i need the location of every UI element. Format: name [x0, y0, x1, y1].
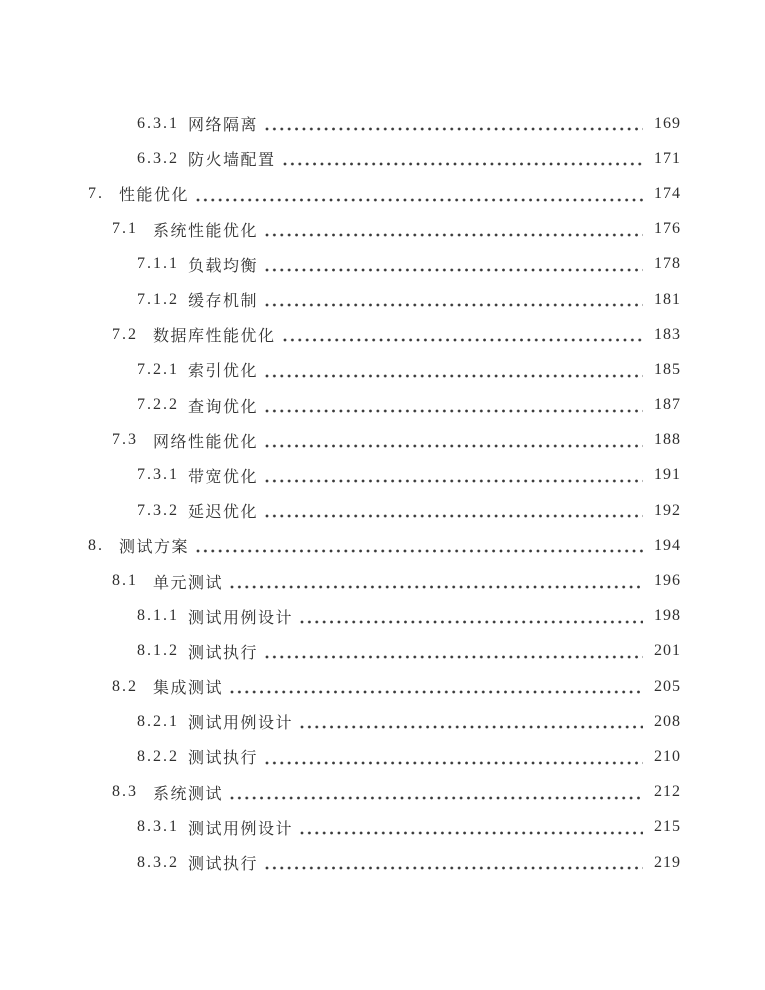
toc-entry: [0, 634, 765, 669]
toc-entry-page: 181: [654, 290, 681, 308]
toc-entry-number: 8.1.2: [137, 642, 179, 660]
toc-entry-number: 7.3: [112, 431, 138, 449]
toc-entry-title: 延迟优化: [188, 504, 259, 522]
toc-leader-dots: [265, 352, 643, 387]
toc-entry-number: 8.1.1: [137, 607, 179, 625]
toc-entry-title: 集成测试: [153, 680, 224, 698]
toc-entry-number: 7.2.2: [137, 396, 179, 414]
toc-entry-page: 176: [654, 220, 681, 238]
toc-entry-title: 系统测试: [153, 785, 224, 803]
toc-entry-page: 185: [654, 360, 681, 378]
toc-leader-dots: [300, 599, 643, 634]
toc-entry-page: 169: [654, 114, 681, 132]
toc-entry-page: 205: [654, 677, 681, 695]
toc-entry: [0, 388, 765, 423]
toc-entry-title: 测试执行: [188, 856, 259, 874]
toc-entry-title: 带宽优化: [188, 468, 259, 486]
toc-leader-dots: [265, 423, 643, 458]
toc-entry-number: 8.: [88, 536, 104, 554]
toc-leader-dots: [265, 458, 643, 493]
toc-leader-dots: [283, 317, 643, 352]
toc-leader-dots: [265, 212, 643, 247]
toc-entry-number: 8.3.1: [137, 818, 179, 836]
toc-entry-number: 8.2.2: [137, 747, 179, 765]
toc-entry-page: 183: [654, 325, 681, 343]
toc-entry-page: 191: [654, 466, 681, 484]
toc-entry-page: 215: [654, 818, 681, 836]
toc-entry-page: 174: [654, 184, 681, 202]
toc-entry: [0, 493, 765, 528]
toc-entry: [0, 141, 765, 176]
table-of-contents: [0, 106, 765, 880]
toc-leader-dots: [196, 528, 643, 563]
toc-leader-dots: [230, 563, 643, 598]
toc-entry-page: 192: [654, 501, 681, 519]
toc-entry-page: 198: [654, 607, 681, 625]
toc-leader-dots: [300, 810, 643, 845]
toc-leader-dots: [230, 669, 643, 704]
toc-entry: [0, 704, 765, 739]
toc-leader-dots: [265, 493, 643, 528]
toc-entry-number: 7.1: [112, 220, 138, 238]
toc-entry: [0, 352, 765, 387]
toc-entry: [0, 423, 765, 458]
toc-entry-title: 网络隔离: [188, 117, 259, 135]
toc-entry: [0, 845, 765, 880]
toc-entry-number: 7.3.1: [137, 466, 179, 484]
toc-leader-dots: [265, 845, 643, 880]
toc-entry-number: 8.3.2: [137, 853, 179, 871]
toc-entry-title: 测试方案: [119, 539, 190, 557]
toc-leader-dots: [265, 282, 643, 317]
toc-entry-title: 测试用例设计: [188, 609, 294, 627]
toc-entry-title: 负载均衡: [188, 257, 259, 275]
toc-leader-dots: [265, 247, 643, 282]
toc-entry: [0, 775, 765, 810]
toc-entry: [0, 563, 765, 598]
toc-entry-page: 178: [654, 255, 681, 273]
toc-entry-number: 7.1.1: [137, 255, 179, 273]
toc-entry-title: 测试执行: [188, 750, 259, 768]
toc-entry-number: 6.3.2: [137, 149, 179, 167]
toc-entry-title: 系统性能优化: [153, 222, 259, 240]
toc-entry-title: 测试用例设计: [188, 820, 294, 838]
toc-entry-page: 188: [654, 431, 681, 449]
toc-entry: [0, 739, 765, 774]
toc-entry-number: 7.2: [112, 325, 138, 343]
toc-entry: [0, 212, 765, 247]
toc-leader-dots: [265, 634, 643, 669]
toc-leader-dots: [300, 704, 643, 739]
toc-entry-page: 212: [654, 783, 681, 801]
toc-entry: [0, 282, 765, 317]
toc-entry-number: 8.2.1: [137, 712, 179, 730]
toc-entry-title: 测试执行: [188, 644, 259, 662]
toc-entry: [0, 176, 765, 211]
toc-entry-title: 索引优化: [188, 363, 259, 381]
toc-leader-dots: [265, 388, 643, 423]
toc-entry-page: 171: [654, 149, 681, 167]
toc-entry: [0, 810, 765, 845]
toc-leader-dots: [283, 141, 643, 176]
toc-entry-title: 数据库性能优化: [153, 328, 276, 346]
toc-entry-page: 219: [654, 853, 681, 871]
toc-entry: [0, 458, 765, 493]
toc-entry: [0, 669, 765, 704]
toc-entry-title: 性能优化: [119, 187, 190, 205]
toc-leader-dots: [265, 106, 643, 141]
toc-leader-dots: [265, 739, 643, 774]
toc-entry: [0, 106, 765, 141]
toc-entry-title: 防火墙配置: [188, 152, 276, 170]
toc-entry-number: 7.: [88, 184, 104, 202]
toc-entry-number: 8.3: [112, 783, 138, 801]
toc-entry-number: 7.1.2: [137, 290, 179, 308]
toc-entry-title: 查询优化: [188, 398, 259, 416]
toc-entry: [0, 247, 765, 282]
toc-entry-page: 210: [654, 747, 681, 765]
toc-entry-number: 8.1: [112, 572, 138, 590]
toc-entry-page: 194: [654, 536, 681, 554]
toc-entry: [0, 599, 765, 634]
toc-entry-page: 201: [654, 642, 681, 660]
toc-entry-number: 7.3.2: [137, 501, 179, 519]
toc-entry: [0, 317, 765, 352]
toc-entry-page: 196: [654, 572, 681, 590]
toc-entry-title: 缓存机制: [188, 293, 259, 311]
toc-entry: [0, 528, 765, 563]
toc-entry-page: 187: [654, 396, 681, 414]
toc-entry-title: 测试用例设计: [188, 715, 294, 733]
toc-leader-dots: [230, 775, 643, 810]
toc-entry-title: 网络性能优化: [153, 433, 259, 451]
toc-leader-dots: [196, 176, 643, 211]
toc-entry-page: 208: [654, 712, 681, 730]
toc-entry-number: 8.2: [112, 677, 138, 695]
toc-entry-title: 单元测试: [153, 574, 224, 592]
toc-entry-number: 6.3.1: [137, 114, 179, 132]
toc-entry-number: 7.2.1: [137, 360, 179, 378]
